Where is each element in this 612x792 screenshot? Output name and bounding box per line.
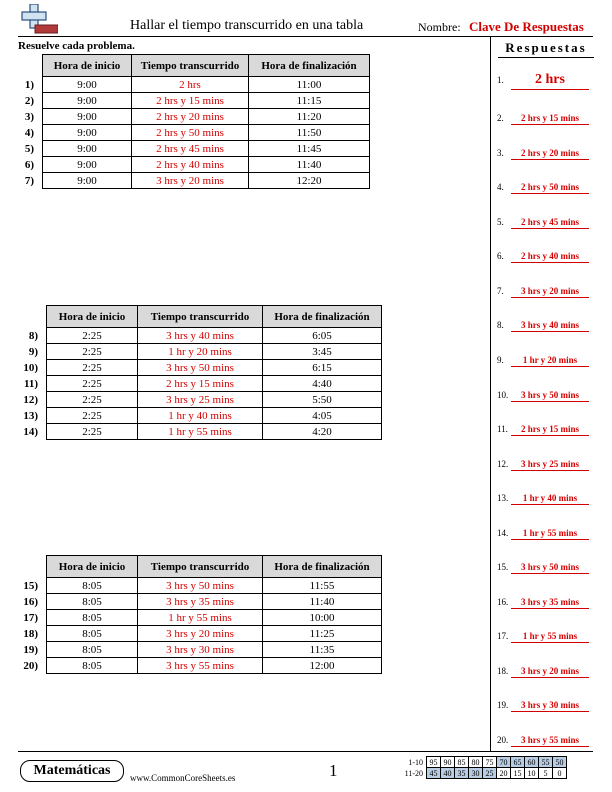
answer-line	[497, 630, 589, 643]
end-time: 11:20	[249, 109, 370, 125]
answer-line	[497, 458, 589, 471]
name-label: Nombre:	[418, 20, 461, 34]
table-row	[18, 642, 382, 658]
table-row	[18, 376, 382, 392]
elapsed-time: 2 hrs y 20 mins	[132, 109, 249, 125]
row-number-header	[18, 556, 47, 578]
answer-line	[497, 181, 589, 194]
answer-value: 3 hrs y 25 mins	[511, 459, 589, 471]
problem-table-3	[18, 555, 382, 674]
answer-line	[497, 492, 589, 505]
table-row	[18, 392, 382, 408]
answer-number: 4.	[497, 182, 504, 192]
elapsed-time-header: Tiempo transcurrido	[132, 55, 249, 77]
answer-number: 15.	[497, 562, 509, 572]
start-time: 8:05	[47, 594, 138, 610]
start-time: 9:00	[43, 109, 132, 125]
elapsed-time: 3 hrs y 55 mins	[138, 658, 263, 674]
table-row	[18, 594, 382, 610]
answer-line	[497, 527, 589, 540]
answer-line	[497, 147, 589, 160]
start-time-header: Hora de inicio	[47, 306, 138, 328]
end-time-header: Hora de finalización	[263, 556, 382, 578]
end-time: 11:15	[249, 93, 370, 109]
problem-number: 4)	[24, 126, 34, 139]
instructions: Resuelve cada problema.	[18, 40, 135, 52]
score-row-label: 11-20	[404, 768, 423, 778]
score-cell: 75	[483, 757, 497, 768]
name-value: Clave De Respuestas	[469, 19, 584, 34]
start-time: 9:00	[43, 157, 132, 173]
problem-number: 16)	[23, 595, 38, 608]
answer-value: 3 hrs y 55 mins	[511, 735, 589, 747]
score-cell: 20	[497, 768, 511, 779]
answers-title: Respuestas	[505, 40, 587, 55]
answer-value: 1 hr y 40 mins	[511, 493, 589, 505]
score-cell: 65	[511, 757, 525, 768]
end-time: 12:00	[263, 658, 382, 674]
elapsed-time: 2 hrs y 40 mins	[132, 157, 249, 173]
start-time: 8:05	[47, 610, 138, 626]
score-cell: 90	[441, 757, 455, 768]
end-time: 6:15	[263, 360, 382, 376]
answer-number: 10.	[497, 390, 509, 400]
table-row	[18, 125, 370, 141]
start-time-header: Hora de inicio	[47, 556, 138, 578]
end-time: 11:40	[263, 594, 382, 610]
start-time: 2:25	[47, 392, 138, 408]
answer-number: 6.	[497, 251, 504, 261]
row-number-header	[18, 55, 43, 77]
table-row	[18, 328, 382, 344]
answer-number: 12.	[497, 459, 509, 469]
answer-value: 1 hr y 20 mins	[511, 355, 589, 367]
answer-number: 13.	[497, 493, 509, 503]
elapsed-time: 1 hr y 20 mins	[138, 344, 263, 360]
end-time-header: Hora de finalización	[249, 55, 370, 77]
answer-line	[497, 72, 589, 90]
worksheet-title: Hallar el tiempo transcurrido en una tabla	[130, 18, 364, 33]
score-cell: 40	[441, 768, 455, 779]
answer-value: 2 hrs y 15 mins	[511, 424, 589, 436]
elapsed-time: 2 hrs y 45 mins	[132, 141, 249, 157]
problem-number: 2)	[24, 94, 34, 107]
score-table	[401, 756, 567, 779]
problem-number: 15)	[23, 579, 38, 592]
table-row	[18, 77, 370, 93]
problem-number: 10)	[23, 361, 38, 374]
start-time: 9:00	[43, 93, 132, 109]
answer-number: 2.	[497, 113, 504, 123]
answer-number: 3.	[497, 148, 504, 158]
start-time: 9:00	[43, 141, 132, 157]
elapsed-time: 1 hr y 55 mins	[138, 610, 263, 626]
plus-logo-icon	[18, 4, 58, 36]
answer-number: 7.	[497, 286, 504, 296]
answer-value: 3 hrs y 35 mins	[511, 597, 589, 609]
header-divider	[18, 36, 593, 37]
table-row	[18, 173, 370, 189]
elapsed-time: 3 hrs y 40 mins	[138, 328, 263, 344]
answer-number: 11.	[497, 424, 508, 434]
table-row	[18, 424, 382, 440]
score-cell: 25	[483, 768, 497, 779]
problem-number: 12)	[23, 393, 38, 406]
answer-line	[497, 389, 589, 402]
table-row	[18, 360, 382, 376]
score-cell: 15	[511, 768, 525, 779]
score-cell: 0	[553, 768, 567, 779]
answer-line	[497, 699, 589, 712]
start-time: 2:25	[47, 376, 138, 392]
answer-number: 1.	[497, 75, 504, 85]
answer-line	[497, 216, 589, 229]
problem-number: 19)	[23, 643, 38, 656]
elapsed-time: 2 hrs y 15 mins	[132, 93, 249, 109]
elapsed-time: 1 hr y 40 mins	[138, 408, 263, 424]
footer-divider	[18, 751, 593, 752]
answer-number: 14.	[497, 528, 509, 538]
answer-number: 18.	[497, 666, 509, 676]
score-row-label: 1-10	[408, 757, 423, 767]
answer-value: 2 hrs y 45 mins	[511, 217, 589, 229]
end-time: 10:00	[263, 610, 382, 626]
answer-number: 19.	[497, 700, 509, 710]
answer-number: 16.	[497, 597, 509, 607]
problem-number: 1)	[24, 78, 34, 91]
answer-value: 3 hrs y 20 mins	[511, 286, 589, 298]
site-url: www.CommonCoreSheets.es	[130, 773, 236, 783]
elapsed-time: 3 hrs y 50 mins	[138, 578, 263, 594]
start-time: 8:05	[47, 642, 138, 658]
answer-number: 8.	[497, 320, 504, 330]
problem-table-2	[18, 305, 382, 440]
elapsed-time: 3 hrs y 20 mins	[132, 173, 249, 189]
page-number: 1	[329, 761, 338, 780]
problem-number: 9)	[28, 345, 38, 358]
elapsed-time: 3 hrs y 30 mins	[138, 642, 263, 658]
start-time: 9:00	[43, 173, 132, 189]
problem-number: 5)	[24, 142, 34, 155]
answer-line	[497, 285, 589, 298]
end-time: 6:05	[263, 328, 382, 344]
answer-value: 3 hrs y 20 mins	[511, 666, 589, 678]
table-row	[18, 578, 382, 594]
start-time: 9:00	[43, 77, 132, 93]
end-time: 4:05	[263, 408, 382, 424]
problem-number: 3)	[24, 110, 34, 123]
end-time: 11:25	[263, 626, 382, 642]
answer-line	[497, 250, 589, 263]
problem-number: 18)	[23, 627, 38, 640]
answer-number: 9.	[497, 355, 504, 365]
table-row	[18, 93, 370, 109]
end-time: 4:20	[263, 424, 382, 440]
start-time: 2:25	[47, 408, 138, 424]
start-time: 8:05	[47, 626, 138, 642]
elapsed-time: 2 hrs y 50 mins	[132, 125, 249, 141]
elapsed-time-header: Tiempo transcurrido	[138, 306, 263, 328]
problem-table-1	[18, 54, 370, 189]
problem-number: 20)	[23, 659, 38, 672]
score-cell: 80	[469, 757, 483, 768]
end-time: 11:35	[263, 642, 382, 658]
answer-value: 1 hr y 55 mins	[511, 631, 589, 643]
table-row	[18, 141, 370, 157]
end-time: 11:55	[263, 578, 382, 594]
answer-value: 3 hrs y 50 mins	[511, 390, 589, 402]
end-time: 5:50	[263, 392, 382, 408]
score-cell: 10	[525, 768, 539, 779]
start-time: 2:25	[47, 424, 138, 440]
end-time: 11:40	[249, 157, 370, 173]
answer-line	[497, 354, 589, 367]
answer-line	[497, 665, 589, 678]
start-time: 9:00	[43, 125, 132, 141]
answers-title-underline	[498, 57, 594, 58]
answer-line	[497, 319, 589, 332]
start-time: 8:05	[47, 578, 138, 594]
elapsed-time: 3 hrs y 25 mins	[138, 392, 263, 408]
score-row	[401, 757, 567, 768]
problem-number: 17)	[23, 611, 38, 624]
answer-number: 5.	[497, 217, 504, 227]
start-time: 2:25	[47, 344, 138, 360]
score-cell: 35	[455, 768, 469, 779]
table-row	[18, 109, 370, 125]
answer-value: 3 hrs y 50 mins	[511, 562, 589, 574]
table-row	[18, 344, 382, 360]
score-row	[401, 768, 567, 779]
problem-number: 6)	[24, 158, 34, 171]
score-cell: 45	[427, 768, 441, 779]
answer-value: 2 hrs y 40 mins	[511, 251, 589, 263]
table-row	[18, 626, 382, 642]
table-row	[18, 157, 370, 173]
table-row	[18, 610, 382, 626]
problem-number: 14)	[23, 425, 38, 438]
answer-value: 2 hrs y 20 mins	[511, 148, 589, 160]
end-time-header: Hora de finalización	[263, 306, 382, 328]
end-time: 12:20	[249, 173, 370, 189]
subject-badge: Matemáticas	[20, 760, 124, 782]
start-time: 8:05	[47, 658, 138, 674]
end-time: 11:00	[249, 77, 370, 93]
elapsed-time: 3 hrs y 35 mins	[138, 594, 263, 610]
score-cell: 55	[539, 757, 553, 768]
elapsed-time: 2 hrs y 15 mins	[138, 376, 263, 392]
start-time: 2:25	[47, 360, 138, 376]
answer-line	[497, 734, 589, 747]
end-time: 4:40	[263, 376, 382, 392]
score-cell: 70	[497, 757, 511, 768]
elapsed-time: 1 hr y 55 mins	[138, 424, 263, 440]
answer-value: 1 hr y 55 mins	[511, 528, 589, 540]
start-time: 2:25	[47, 328, 138, 344]
answer-number: 20.	[497, 735, 509, 745]
answers-divider	[490, 37, 491, 751]
score-cell: 50	[553, 757, 567, 768]
elapsed-time: 2 hrs	[132, 77, 249, 93]
end-time: 11:50	[249, 125, 370, 141]
table-row	[18, 408, 382, 424]
elapsed-time: 3 hrs y 50 mins	[138, 360, 263, 376]
score-cell: 30	[469, 768, 483, 779]
table-row	[18, 658, 382, 674]
problem-number: 8)	[28, 329, 38, 342]
answer-line	[497, 112, 589, 125]
answer-value: 2 hrs y 15 mins	[511, 113, 589, 125]
start-time-header: Hora de inicio	[43, 55, 132, 77]
answer-line	[497, 561, 589, 574]
problem-number: 13)	[23, 409, 38, 422]
row-number-header	[18, 306, 47, 328]
answer-number: 17.	[497, 631, 509, 641]
answer-value: 2 hrs	[511, 72, 589, 90]
answer-line	[497, 423, 589, 436]
score-cell: 95	[427, 757, 441, 768]
answer-line	[497, 596, 589, 609]
end-time: 11:45	[249, 141, 370, 157]
problem-number: 11)	[23, 377, 38, 390]
score-cell: 85	[455, 757, 469, 768]
score-cell: 5	[539, 768, 553, 779]
end-time: 3:45	[263, 344, 382, 360]
score-cell: 60	[525, 757, 539, 768]
answer-value: 3 hrs y 40 mins	[511, 320, 589, 332]
elapsed-time-header: Tiempo transcurrido	[138, 556, 263, 578]
problem-number: 7)	[24, 174, 34, 187]
answer-value: 2 hrs y 50 mins	[511, 182, 589, 194]
answer-value: 3 hrs y 30 mins	[511, 700, 589, 712]
elapsed-time: 3 hrs y 20 mins	[138, 626, 263, 642]
